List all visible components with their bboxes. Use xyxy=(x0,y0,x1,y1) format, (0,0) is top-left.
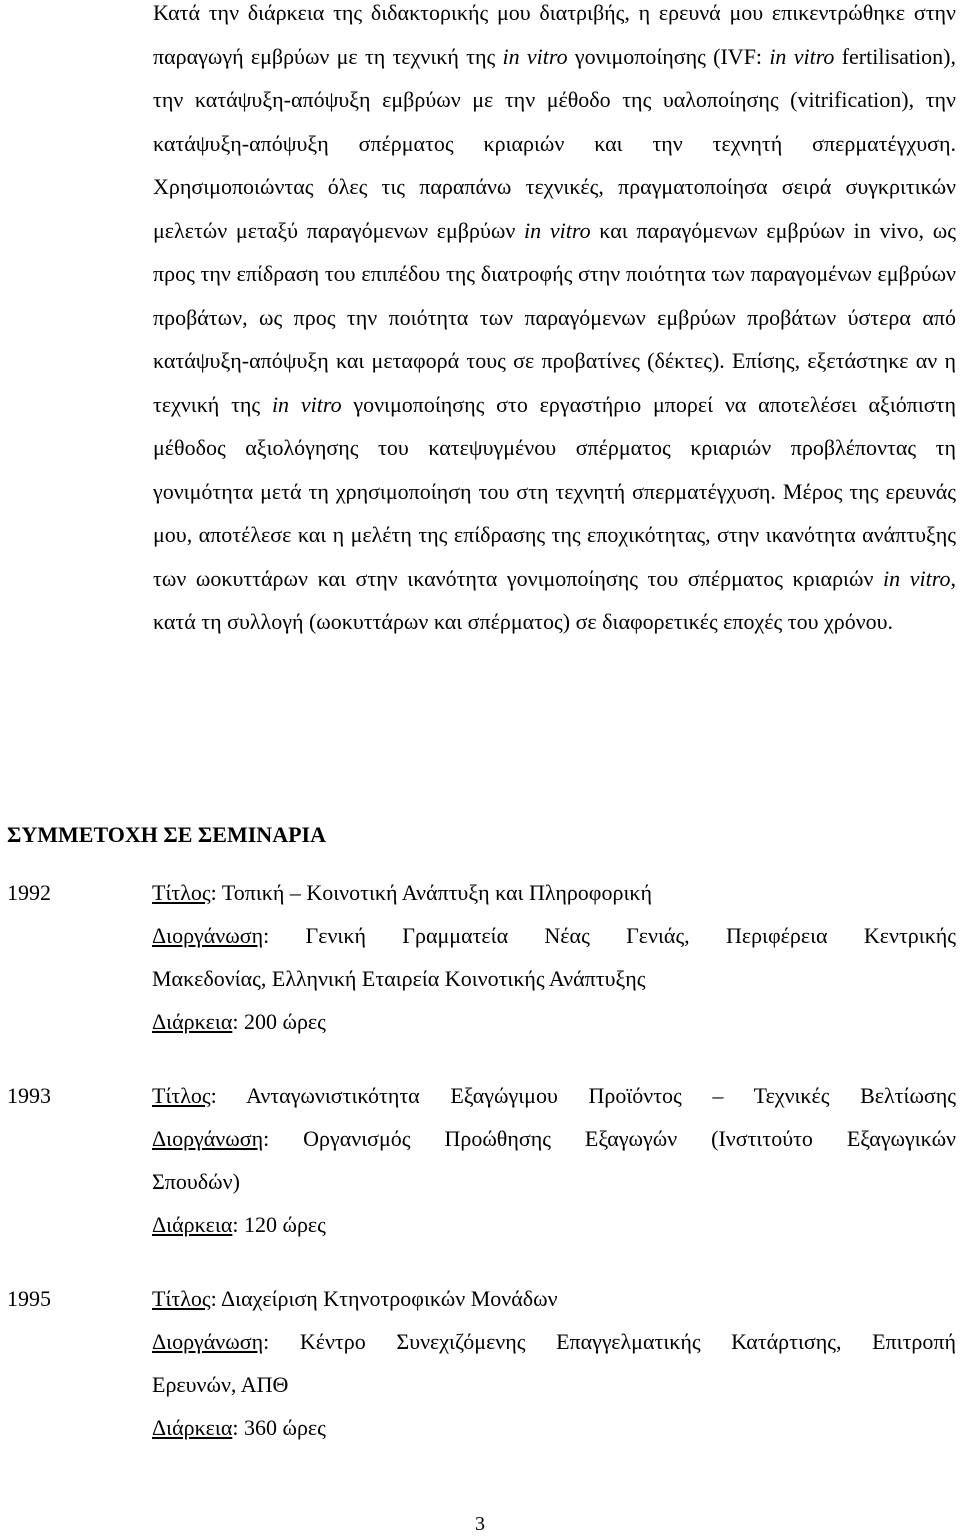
seminar-organizer-line xyxy=(152,914,956,957)
research-paragraph xyxy=(153,0,956,644)
title-label: Τίτλος xyxy=(152,1083,211,1108)
seminar-title: Διαχείριση Κτηνοτροφικών Μονάδων xyxy=(221,1286,558,1311)
label-separator: : xyxy=(263,1329,270,1354)
seminar-year: 1992 xyxy=(7,880,51,905)
seminar-details xyxy=(152,871,956,1043)
label-separator: : xyxy=(210,1286,217,1311)
label-separator: : xyxy=(263,923,270,948)
italic-term: in vitro xyxy=(769,43,835,69)
seminar-duration: 120 ώρες xyxy=(243,1212,326,1237)
organizer-label: Διοργάνωση xyxy=(152,1329,264,1354)
text-run: γονιμοποίησης (IVF: xyxy=(567,43,770,69)
label-separator: : xyxy=(210,880,217,905)
italic-term: in vitro xyxy=(271,391,342,417)
organizer-label: Διοργάνωση xyxy=(152,923,264,948)
label-separator: : xyxy=(232,1212,239,1237)
seminar-year: 1995 xyxy=(7,1286,51,1311)
seminar-duration: 360 ώρες xyxy=(243,1415,326,1440)
text-run: Κατά την διάρκεια της διδακτορικής μου διατριβής, η ερευνά μου επικεντρώθηκε στην παραγωγή εμβρύων με τη τεχνική της xyxy=(153,0,956,69)
seminar-title-line xyxy=(152,1277,956,1320)
seminar-title: Τοπική – Κοινοτική Ανάπτυξη και Πληροφορική xyxy=(221,880,652,905)
duration-label: Διάρκεια xyxy=(152,1415,233,1440)
text-run: και παραγόμενων εμβρύων in vivo, ως προς την επίδραση του επιπέδου της διατροφής στην ποιότητα των παραγομένων εμβρύων προβάτων, ως προς την ποιότητα των παραγόμενων εμβρύων προβάτων ύστερα από κατάψυξη-απόψυξη και μεταφορά τους σε προβατίνες (δέκτες). Επίσης, εξετάστηκε αν η τεχνική της xyxy=(153,217,956,417)
seminar-organizer: Οργανισμός Προώθησης Εξαγωγών (Ινστιτούτο Εξαγωγικών xyxy=(303,1126,956,1151)
italic-term: in vitro xyxy=(524,217,591,243)
seminar-organizer-continued: Μακεδονίας, Ελληνική Εταιρεία Κοινοτικής Ανάπτυξης xyxy=(152,966,646,991)
seminar-title: Ανταγωνιστικότητα Εξαγώγιμου Προϊόντος – Τεχνικές Βελτίωσης xyxy=(246,1083,957,1108)
label-separator: : xyxy=(210,1083,217,1108)
italic-term: in vitro xyxy=(883,565,951,591)
label-separator: : xyxy=(263,1126,270,1151)
section-heading: ΣΥΜΜΕΤΟΧΗ ΣΕ ΣΕΜΙΝΑΡΙΑ xyxy=(7,822,326,847)
seminar-details xyxy=(152,1074,956,1246)
seminar-organizer-continued: Σπουδών) xyxy=(152,1169,240,1194)
italic-term: in vitro xyxy=(502,43,568,69)
organizer-label: Διοργάνωση xyxy=(152,1126,264,1151)
page-number: 3 xyxy=(475,1513,485,1535)
seminar-organizer: Γενική Γραμματεία Νέας Γενιάς, Περιφέρεια Κεντρικής xyxy=(305,923,956,948)
seminar-duration-line xyxy=(152,1406,956,1449)
seminar-duration-line xyxy=(152,1000,956,1043)
text-run: γονιμοποίησης στο εργαστήριο μπορεί να αποτελέσει αξιόπιστη μέθοδος αξιολόγησης του κατεψυγμένου σπέρματος κριαριών προβλέποντας τη γονιμότητα μετά τη χρησιμοποίηση του στη τεχνητή σπερματέγχυση. Μέρος της ερευνάς μου, αποτέλεσε και η μελέτη της επίδρασης της εποχικότητας, στην ικανότητα ανάπτυξης των ωοκυττάρων και στην ικανότητα γονιμοποίησης του σπέρματος κριαριών xyxy=(153,391,956,591)
text-run: , κατά τη συλλογή (ωοκυττάρων και σπέρματος) σε διαφορετικές εποχές του χρόνου. xyxy=(153,565,956,634)
seminar-title-line xyxy=(152,1074,956,1117)
seminar-year: 1993 xyxy=(7,1083,51,1108)
title-label: Τίτλος xyxy=(152,1286,211,1311)
seminar-details xyxy=(152,1277,956,1449)
seminar-organizer-line xyxy=(152,1320,956,1363)
seminar-title-line xyxy=(152,871,956,914)
duration-label: Διάρκεια xyxy=(152,1212,233,1237)
seminar-organizer-line xyxy=(152,1117,956,1160)
label-separator: : xyxy=(232,1415,239,1440)
title-label: Τίτλος xyxy=(152,880,211,905)
seminar-duration-line xyxy=(152,1203,956,1246)
duration-label: Διάρκεια xyxy=(152,1009,233,1034)
seminar-organizer: Κέντρο Συνεχιζόμενης Επαγγελματικής Κατάρτισης, Επιτροπή xyxy=(299,1329,956,1354)
label-separator: : xyxy=(232,1009,239,1034)
text-run: fertilisation), την κατάψυξη-απόψυξη εμβρύων με την μέθοδο της υαλοποίησης (vitrification), την κατάψυξη-απόψυξη σπέρματος κριαριών και την τεχνητή σπερματέγχυση. Χρησιμοποιώντας όλες τις παραπάνω τεχνικές, πραγματοποίησα σειρά συγκριτικών μελετών μεταξύ παραγόμενων εμβρύων xyxy=(153,43,956,243)
seminar-organizer-continued: Ερευνών, ΑΠΘ xyxy=(152,1372,289,1397)
seminar-duration: 200 ώρες xyxy=(243,1009,326,1034)
